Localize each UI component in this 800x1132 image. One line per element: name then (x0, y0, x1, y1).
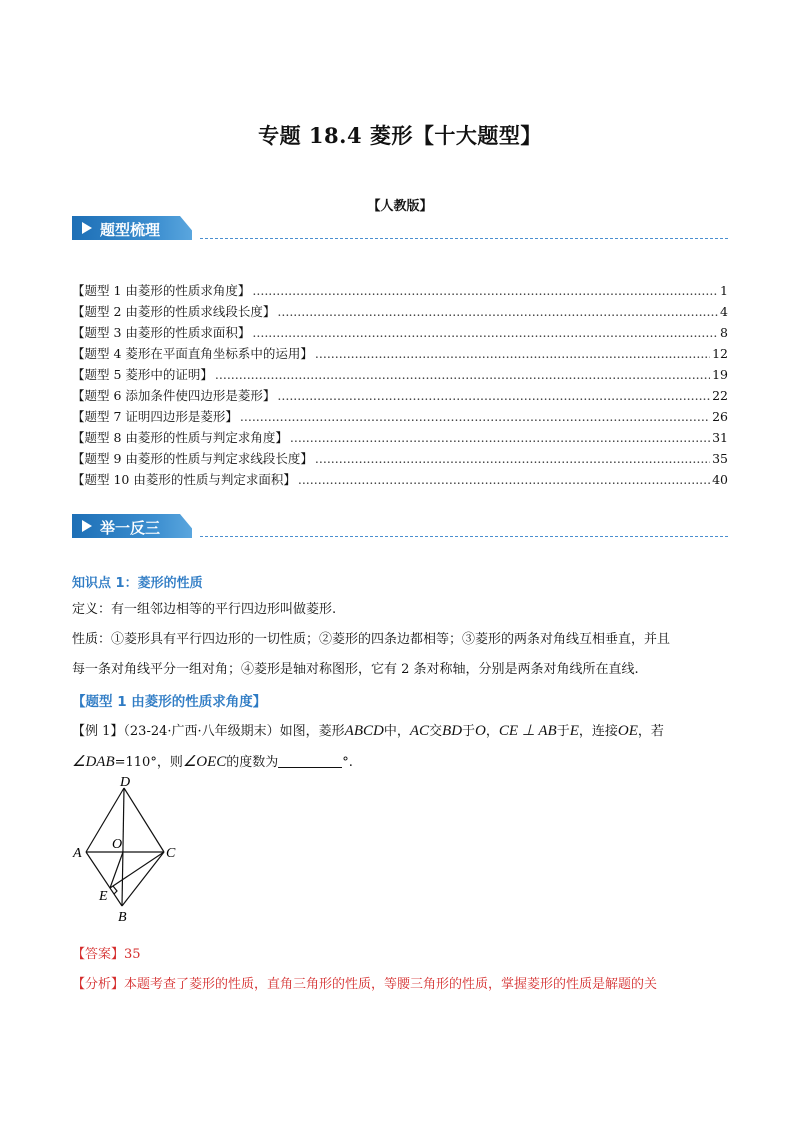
section-title: 举一反三 (100, 519, 161, 537)
section-title: 题型梳理 (100, 221, 161, 239)
diagonal-bd (122, 788, 124, 906)
rhombus-figure (64, 776, 194, 926)
knowledge-point-title: 知识点 1：菱形的性质 (72, 576, 203, 591)
example-question (72, 716, 732, 778)
label-e: E (99, 889, 108, 904)
toc-row[interactable]: 【题型 5 菱形中的证明】 ..... 19 (72, 365, 728, 386)
divider (200, 536, 728, 537)
toc-row[interactable]: 【题型 7 证明四边形是菱形】 ..... 26 (72, 407, 728, 428)
question-type-title: 【题型 1 由菱形的性质求角度】 (72, 694, 267, 710)
toc-row[interactable]: 【题型 6 添加条件使四边形是菱形】 ..... 22 (72, 386, 728, 407)
property-text-line2: 每一条对角线平分一组对角；④菱形是轴对称图形，它有 2 条对称轴，分别是两条对角线所在直线. (72, 662, 639, 677)
property-text-line1: 性质：①菱形具有平行四边形的一切性质；②菱形的四条边都相等；③菱形的两条对角线互相垂直，并且 (72, 632, 671, 647)
answer-blank[interactable] (278, 753, 342, 768)
example-line-2: ∠DAB=110°，则∠OEC的度数为 °. (72, 754, 353, 770)
definition-text: 定义：有一组邻边相等的平行四边形叫做菱形. (72, 602, 337, 617)
toc-row[interactable]: 【题型 3 由菱形的性质求面积】 ..... 8 (72, 323, 728, 344)
edition-label: 【人教版】 (367, 199, 433, 214)
example-line-1: 【例 1】（23-24·广西·八年级期末）如图，菱形ABCD中，AC交BD于O，CE ⊥ AB于E，连接OE，若 (72, 723, 664, 739)
answer-text: 【答案】35 (72, 947, 141, 962)
label-c: C (166, 846, 176, 861)
label-a: A (73, 846, 82, 861)
toc-row[interactable]: 【题型 2 由菱形的性质求线段长度】 ..... 4 (72, 302, 728, 323)
toc-row[interactable]: 【题型 10 由菱形的性质与判定求面积】 ..... 40 (72, 470, 728, 491)
play-triangle-icon (82, 520, 92, 532)
page-title: 专题 18.4 菱形【十大题型】 (258, 123, 542, 148)
toc-row[interactable]: 【题型 9 由菱形的性质与判定求线段长度】 ..... 35 (72, 449, 728, 470)
toc-row[interactable]: 【题型 1 由菱形的性质求角度】 ..... 1 (72, 281, 728, 302)
segment-oe (110, 852, 123, 888)
edge-dc (124, 788, 164, 852)
table-of-contents (72, 281, 728, 491)
segment-ce (110, 852, 164, 888)
section-header-outline (72, 216, 728, 242)
divider (200, 238, 728, 239)
analysis-text: 【分析】本题考查了菱形的性质，直角三角形的性质，等腰三角形的性质，掌握菱形的性质是解题的关 (72, 977, 658, 992)
play-triangle-icon (82, 222, 92, 234)
edge-cb (122, 852, 164, 906)
section-header-examples (72, 514, 728, 540)
label-d: D (120, 776, 131, 790)
toc-row[interactable]: 【题型 8 由菱形的性质与判定求角度】 ..... 31 (72, 428, 728, 449)
label-b: B (118, 910, 127, 925)
label-o: O (112, 837, 123, 852)
toc-row[interactable]: 【题型 4 菱形在平面直角坐标系中的运用】 ..... 12 (72, 344, 728, 365)
